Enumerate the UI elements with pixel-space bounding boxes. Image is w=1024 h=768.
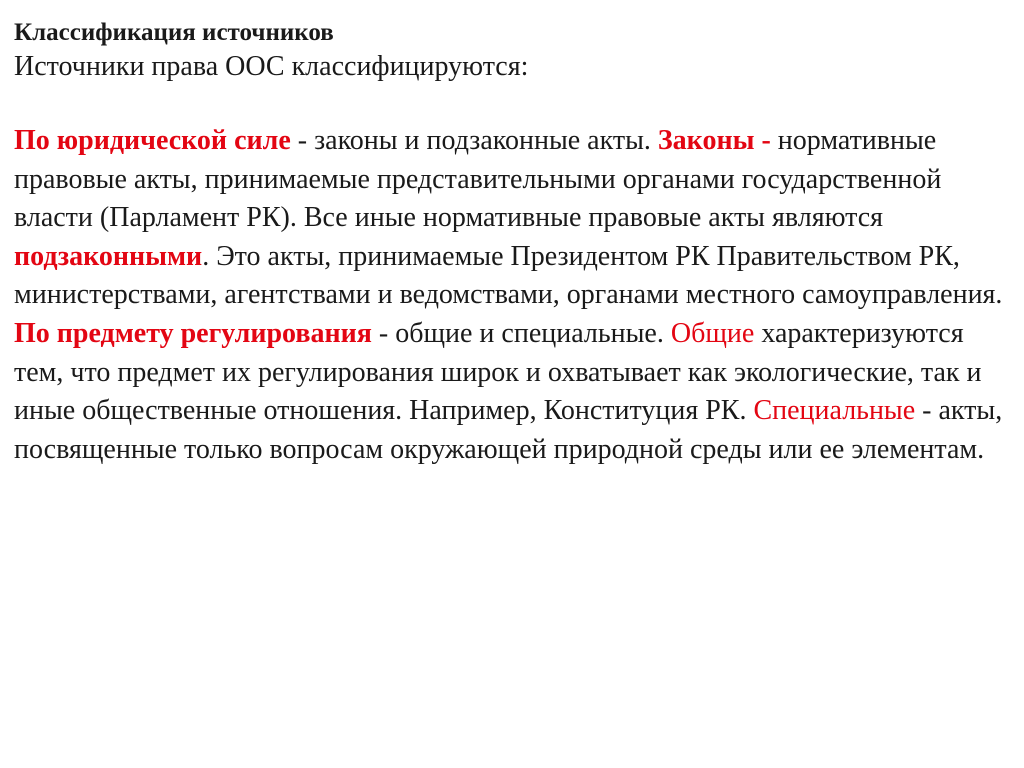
section-subject-heading: По предмету регулирования [14, 317, 372, 349]
section-subject-text-3: - акты, посвященные только вопросам окружающей природной среды или ее элементам. [14, 395, 1003, 465]
section-legal-force-text-3: . Это акты, принимаемые Президентом РК Правительством РК, министерствами, агентствами и ведомствами, органами местного самоуправления. [14, 240, 1003, 311]
section-subject-text-1: - общие и специальные. [371, 317, 671, 349]
slide-content [14, 18, 1010, 469]
section-subject [14, 315, 1010, 469]
special-term: Специальные [753, 395, 916, 427]
blank-line [14, 85, 1010, 122]
section-legal-force [14, 122, 1010, 315]
bylaws-term: подзаконными [14, 240, 203, 272]
intro-text: Источники права ООС классифицируются: [14, 51, 529, 82]
section-legal-force-text-2: нормативные правовые акты, принимаемые представительными органами государственной власти (Парламент РК). Все иные нормативные правовые акты являются [14, 125, 942, 234]
slide-title: Классификация источников [14, 19, 334, 46]
section-legal-force-text-1: - законы и подзаконные акты. [290, 125, 658, 156]
section-subject-text-2: характеризуются тем, что предмет их регулирования широк и охватывает как экологические, так и иные общественные отношения. Например, Конституция РК. [14, 317, 982, 427]
section-legal-force-heading: По юридической силе [14, 125, 291, 156]
general-term: Общие [670, 317, 755, 349]
laws-term: Законы - [657, 125, 771, 156]
